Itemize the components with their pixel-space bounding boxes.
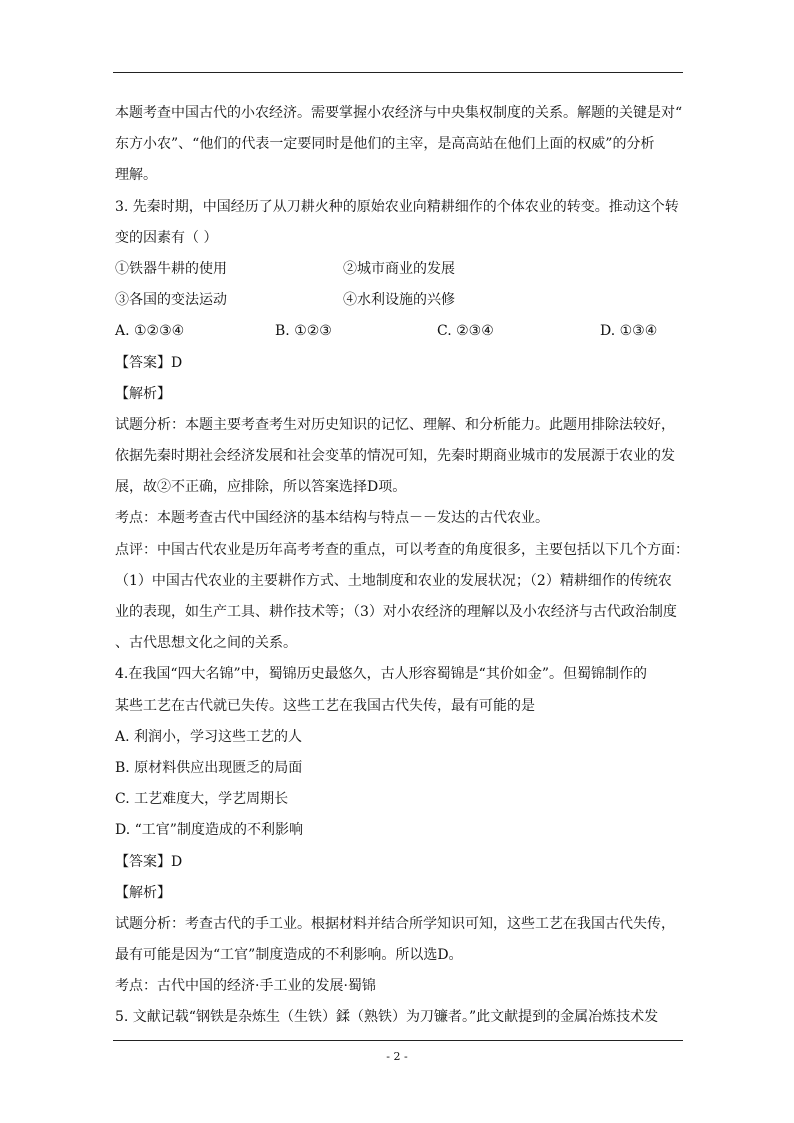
analysis-line: 依据先秦时期社会经济发展和社会变革的情况可知，先秦时期商业城市的发展源于农业的发 — [115, 448, 675, 465]
analysis-line: 最有可能是因为“工官”制度造成的不利影响。所以选D。 — [115, 947, 463, 964]
text-line: 东方小农”、“他们的代表一定要同时是他们的主宰，是高高站在他们上面的权威”的分析 — [115, 136, 655, 153]
text-line: 理解。 — [115, 167, 157, 184]
q4-option-b: B. 原材料供应出现匮乏的局面 — [115, 759, 303, 776]
q3-answer: 【答案】D — [115, 354, 183, 371]
analysis-line: 试题分析：本题主要考查考生对历史知识的记忆、理解、和分析能力。此题用排除法较好， — [115, 416, 675, 433]
document-body — [115, 98, 687, 1034]
analysis-line: 、古代思想文化之间的关系。 — [115, 635, 297, 652]
analysis-line: 考点：古代中国的经济·手工业的发展·蜀锦 — [115, 978, 376, 995]
question-5-stem: 5. 文献记载“钢铁是杂炼生（生铁）鍒（熟铁）为刀镰者。”此文献提到的金属冶炼技术发 — [115, 1009, 659, 1026]
q4-option-c: C. 工艺难度大，学艺周期长 — [115, 791, 289, 808]
q3-item: ④水利设施的兴修 — [343, 292, 455, 309]
q3-option-c: C. ②③④ — [437, 323, 494, 340]
q3-items-row — [115, 254, 687, 285]
q3-item: ③各国的变法运动 — [115, 292, 227, 309]
q3-option-b: B. ①②③ — [275, 323, 332, 340]
q3-items-row — [115, 285, 687, 316]
header-rule — [113, 72, 683, 73]
q4-option-a: A. 利润小，学习这些工艺的人 — [115, 728, 303, 745]
q4-option-d: D. “工官”制度造成的不利影响 — [115, 822, 303, 839]
q3-option-d: D. ①③④ — [600, 323, 658, 340]
question-4-stem: 4.在我国“四大名锦”中，蜀锦历史最悠久，古人形容蜀锦是“其价如金”。但蜀锦制作的 — [115, 666, 647, 683]
footer-rule — [113, 1040, 683, 1041]
q4-analysis-heading: 【解析】 — [115, 884, 171, 901]
page-number: - 2 - — [386, 1050, 408, 1063]
text-line: 本题考查中国古代的小农经济。需要掌握小农经济与中央集权制度的关系。解题的关键是对“ — [115, 105, 683, 121]
analysis-line: 考点：本题考查古代中国经济的基本结构与特点－－发达的古代农业。 — [115, 510, 549, 527]
question-3-stem: 3. 先秦时期，中国经历了从刀耕火种的原始农业向精耕细作的个体农业的转变。推动这个转 — [115, 198, 679, 215]
analysis-line: 展，故②不正确，应排除，所以答案选择D项。 — [115, 479, 407, 496]
q3-analysis-heading: 【解析】 — [115, 385, 171, 402]
q3-options-row — [115, 316, 687, 347]
question-4-stem-cont: 某些工艺在古代就已失传。这些工艺在我国古代失传，最有可能的是 — [115, 697, 535, 714]
analysis-line: 业的表现，如生产工具、耕作技术等；（3）对小农经济的理解以及小农经济与古代政治制度 — [115, 604, 677, 620]
q3-item: ②城市商业的发展 — [343, 260, 455, 277]
analysis-line: 试题分析：考查古代的手工业。根据材料并结合所学知识可知，这些工艺在我国古代失传， — [115, 915, 675, 932]
analysis-line: （1）中国古代农业的主要耕作方式、土地制度和农业的发展状况；（2）精耕细作的传统农 — [115, 572, 672, 589]
question-3-stem-cont: 变的因素有（ ） — [115, 229, 218, 246]
analysis-line: 点评：中国古代农业是历年高考考查的重点，可以考查的角度很多，主要包括以下几个方面： — [115, 541, 689, 558]
q3-option-a: A. ①②③④ — [115, 323, 185, 340]
q3-item: ①铁器牛耕的使用 — [115, 260, 227, 277]
q4-answer: 【答案】D — [115, 853, 183, 870]
